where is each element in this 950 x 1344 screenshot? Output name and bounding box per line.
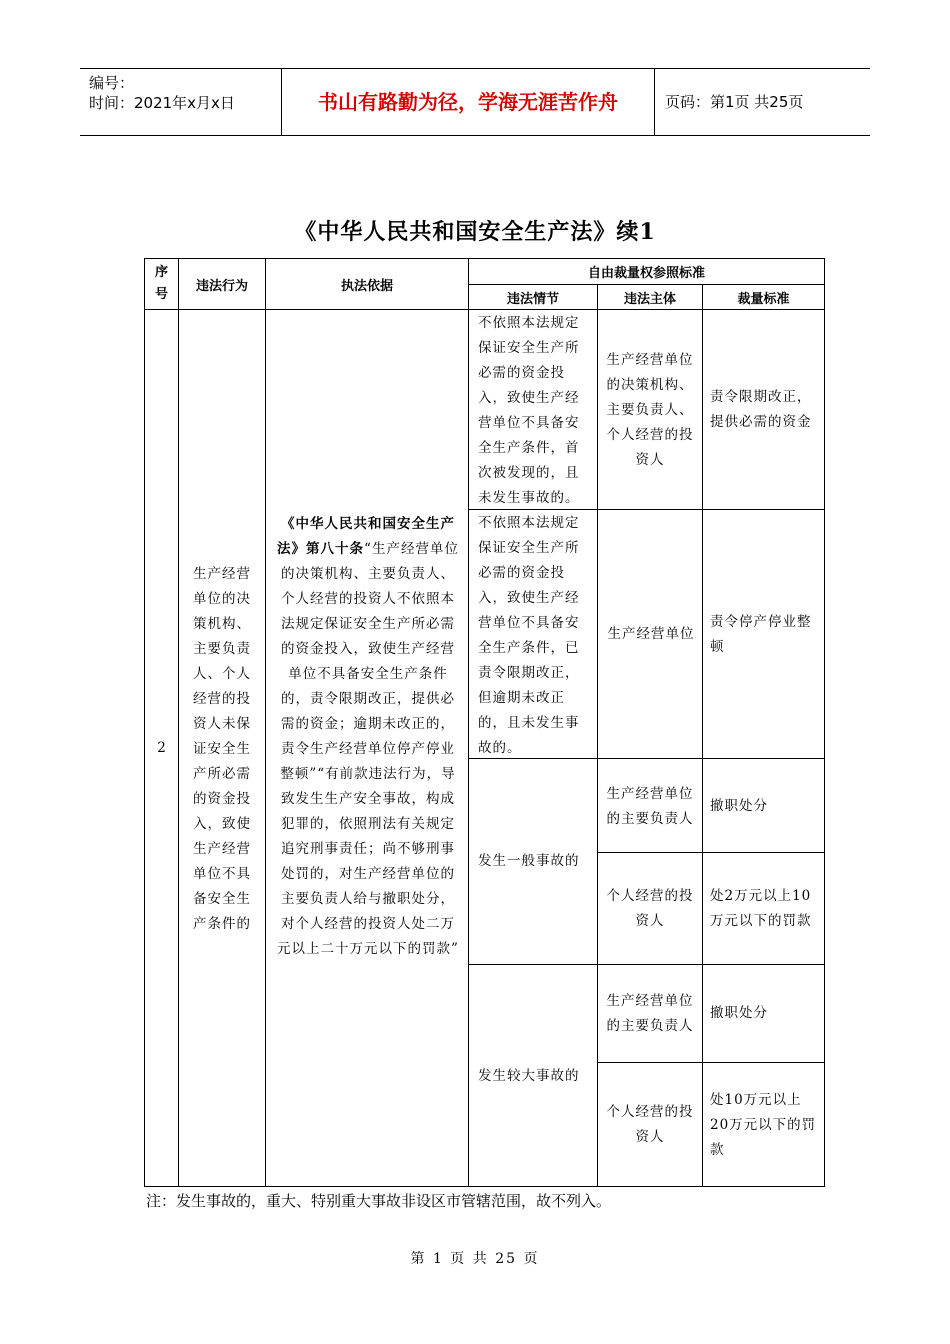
row2-circumstance: 不依照本法规定保证安全生产所必需的资金投入，致使生产经营单位不具备安全生产条件，已责令限期改正，但逾期未改正的，且未发生事故的。: [478, 515, 580, 756]
basis-cell: [274, 512, 462, 962]
row4-sub1-standard: 撤职处分: [710, 1005, 768, 1021]
header-subject: 违法主体: [623, 291, 676, 307]
seq-value: 2: [157, 740, 166, 756]
header-behavior: 违法行为: [195, 278, 248, 294]
page-footer: 第 1 页 共 25 页: [410, 1251, 540, 1267]
row3-sub1-standard: 撤职处分: [710, 798, 768, 814]
header-discretion: 自由裁量权参照标准: [587, 266, 705, 281]
behavior-text: 生产经营单位的决策机构、主要负责人、个人经营的投资人未保证安全生产所必需的资金投入，致使生产经营单位不具备安全生产条件的: [193, 566, 251, 932]
basis-law: 《中华人民共和国安全生产法》第八十条: [277, 516, 455, 557]
header-page-label: 页码：第1页 共25页: [665, 93, 804, 111]
header-standard: 裁量标准: [737, 291, 790, 307]
row4-sub2-standard: 处10万元以上20万元以下的罚款: [710, 1092, 817, 1158]
row2-subject: 生产经营单位: [607, 626, 695, 642]
document-header: [80, 68, 870, 136]
header-meta: [80, 69, 282, 135]
row3-circumstance: 发生一般事故的: [478, 853, 580, 869]
row3-sub2-subject: 个人经营的投资人: [606, 888, 694, 929]
header-motto: 书山有路勤为径，学海无涯苦作舟: [282, 69, 655, 135]
table-note: 注：发生事故的，重大、特别重大事故非设区市管辖范围，故不列入。: [146, 1192, 612, 1210]
row4-sub1-subject: 生产经营单位的主要负责人: [606, 993, 694, 1034]
header-circumstance: 违法情节: [506, 291, 559, 307]
row1-standard: 责令限期改正，提供必需的资金: [710, 389, 812, 430]
basis-text: “生产经营单位的决策机构、主要负责人、个人经营的投资人不依照本法规定保证安全生产所必需的资金投入，致使生产经营单位不具备安全生产条件的，责令限期改正，提供必需的资金；逾期未改正的，责令生产经营单位停产停业整顿”“有前款违法行为，导致发生生产安全事故，构成犯罪的，依照刑法有关规定追究刑事责任；尚不够刑事处罚的，对生产经营单位的主要负责人给与撤职处分，对个人经营的投资人处二万元以上二十万元以下的罚款”: [277, 541, 459, 957]
page-title: 《中华人民共和国安全生产法》续1: [294, 219, 656, 245]
row3-sub2-standard: 处2万元以上10万元以下的罚款: [710, 888, 812, 929]
time-label: 时间：2021年x月x日: [89, 94, 235, 112]
row3-sub1-subject: 生产经营单位的主要负责人: [606, 786, 694, 827]
row4-circumstance: 发生较大事故的: [478, 1068, 580, 1084]
row1-subject: 生产经营单位的决策机构、主要负责人、个人经营的投资人: [606, 352, 694, 468]
number-label: 编号：: [89, 74, 135, 92]
row2-standard: 责令停产停业整顿: [710, 614, 812, 655]
row4-sub2-subject: 个人经营的投资人: [606, 1104, 694, 1145]
header-seq: 序号: [154, 265, 168, 302]
row1-circumstance: 不依照本法规定保证安全生产所必需的资金投入，致使生产经营单位不具备安全生产条件，首次被发现的，且未发生事故的。: [478, 315, 580, 506]
header-basis: 执法依据: [340, 278, 393, 294]
